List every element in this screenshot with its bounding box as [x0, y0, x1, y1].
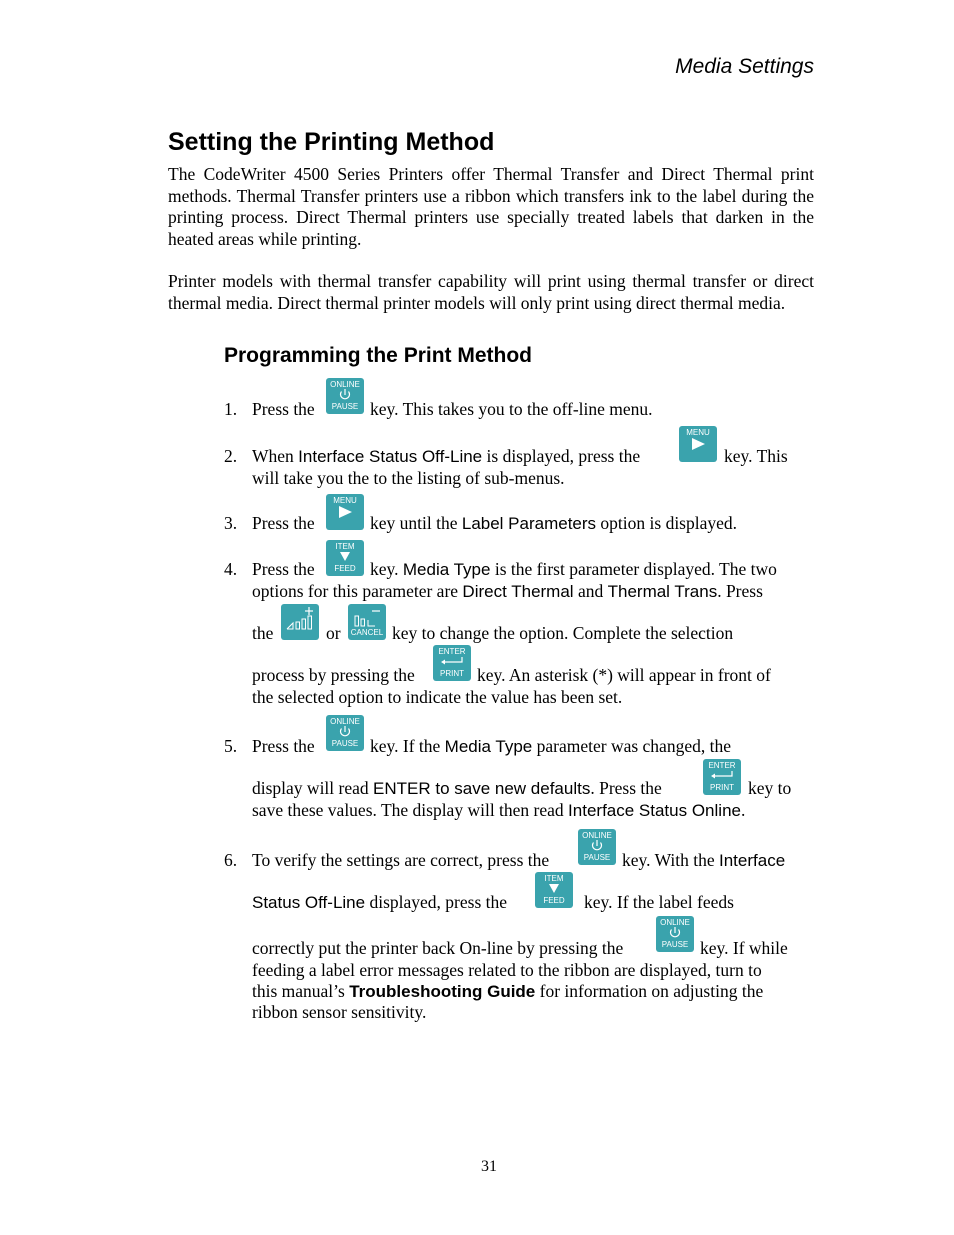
paragraph-intro: The CodeWriter 4500 Series Printers offer Thermal Transfer and Direct Thermal print methods. Thermal Transfer printers use a ribbon which transfers ink to the label during the printing process. Direct Thermal printers use specially treated labels that darken in the heated areas while printing. [168, 164, 814, 249]
key-label: PRINT [440, 669, 464, 678]
step-text: . [740, 800, 746, 820]
step-5-line [252, 778, 662, 799]
step-6-line [252, 892, 507, 913]
step-text: this manual’s [252, 981, 345, 1001]
display-message: ENTER to save new defaults [373, 779, 591, 798]
step-2-text: key. This [724, 446, 788, 466]
display-message: Label Parameters [461, 514, 597, 533]
display-message: Media Type [444, 737, 533, 756]
step-6-text: key. If while [700, 938, 788, 958]
step-6-text: ribbon sensor sensitivity. [252, 1002, 427, 1022]
menu-key-icon [326, 494, 364, 530]
step-text: display will read [252, 778, 369, 798]
step-6-text: To verify the settings are correct, press the [252, 850, 550, 870]
display-message: Media Type [402, 560, 491, 579]
step-4-line [370, 559, 777, 580]
display-message: Thermal Trans [607, 582, 718, 601]
cancel-key-icon [348, 604, 386, 640]
step-text: When [252, 446, 294, 466]
step-text: displayed, press the [369, 892, 508, 912]
step-6-text: feeding a label error messages related to the ribbon are displayed, turn to [252, 960, 762, 980]
step-5-text: Press the [252, 736, 315, 756]
step-4-text: the selected option to indicate the value has been set. [252, 687, 623, 707]
item-feed-key-icon [326, 540, 364, 576]
display-message: Direct Thermal [462, 582, 574, 601]
key-label: PAUSE [583, 853, 611, 862]
plus-key-icon [281, 604, 319, 640]
step-2-line [252, 446, 640, 467]
step-4-text: the [252, 623, 274, 643]
step-4-text: or [326, 623, 341, 643]
key-label: ENTER [438, 647, 466, 656]
key-label: PAUSE [661, 940, 689, 949]
enter-print-key-icon [703, 759, 741, 795]
online-pause-key-icon [326, 378, 364, 414]
step-3-number: 3. [224, 513, 238, 533]
paragraph-models: Printer models with thermal transfer capability will print using thermal transfer or direct thermal media. Direct thermal printer models will only print using direct thermal media. [168, 271, 814, 313]
increase-icon [281, 604, 319, 640]
step-6-line [622, 850, 785, 871]
key-label: MENU [333, 496, 357, 505]
step-4-number: 4. [224, 559, 238, 579]
step-3-line [370, 513, 737, 534]
step-text: is displayed, press the [486, 446, 641, 466]
key-label: ITEM [335, 542, 355, 551]
display-message: Interface [719, 851, 786, 870]
step-text: key until the [370, 513, 458, 533]
key-label: PRINT [710, 783, 734, 792]
step-5-line [370, 736, 731, 757]
page-title: Setting the Printing Method [168, 128, 495, 156]
online-pause-key-icon [326, 715, 364, 751]
online-pause-key-icon [656, 916, 694, 952]
step-6-text: correctly put the printer back On-line by pressing the [252, 938, 624, 958]
key-label: ONLINE [330, 380, 360, 389]
step-5-text: key to [748, 778, 792, 798]
step-3-text: Press the [252, 513, 315, 533]
item-feed-key-icon [535, 872, 573, 908]
step-text: for information on adjusting the [539, 981, 764, 1001]
arrow-right-icon [679, 426, 717, 462]
step-4-text: Press the [252, 559, 315, 579]
step-text: option is displayed. [600, 513, 738, 533]
troubleshooting-guide-reference: Troubleshooting Guide [349, 982, 536, 1001]
online-pause-key-icon [578, 829, 616, 865]
display-message: Status Off-Line [252, 893, 366, 912]
running-header: Media Settings [675, 55, 814, 78]
display-message: Interface Status Online [568, 801, 741, 820]
display-message: Interface Status Off-Line [298, 447, 483, 466]
key-label: ENTER [708, 761, 736, 770]
step-5-number: 5. [224, 736, 238, 756]
step-text: parameter was changed, the [536, 736, 731, 756]
step-6-number: 6. [224, 850, 238, 870]
key-label: ONLINE [660, 918, 690, 927]
step-6-text: key. If the label feeds [584, 892, 734, 912]
menu-key-icon [679, 426, 717, 462]
step-text: and [577, 581, 604, 601]
key-label: ONLINE [582, 831, 612, 840]
key-label: ITEM [544, 874, 564, 883]
step-2-number: 2. [224, 446, 238, 466]
step-4-text: key to change the option. Complete the selection [392, 623, 734, 643]
key-label: PAUSE [331, 402, 359, 411]
key-label: MENU [686, 428, 710, 437]
step-4-line [252, 581, 763, 602]
step-text: key. With the [622, 850, 715, 870]
step-text: is the first parameter displayed. The two [494, 559, 777, 579]
step-text: options for this parameter are [252, 581, 459, 601]
key-label: FEED [334, 564, 356, 573]
key-label: CANCEL [350, 628, 384, 637]
key-label: PAUSE [331, 739, 359, 748]
step-5-line [252, 800, 745, 821]
key-label: ONLINE [330, 717, 360, 726]
arrow-right-icon [326, 494, 364, 530]
step-2-text: will take you the to the listing of sub-menus. [252, 468, 565, 488]
step-text: key. If the [370, 736, 441, 756]
step-text: key. [370, 559, 399, 579]
enter-print-key-icon [433, 645, 471, 681]
step-text: . Press [717, 581, 763, 601]
step-1-number: 1. [224, 399, 238, 419]
step-1-text: key. This takes you to the off-line menu. [370, 399, 653, 419]
section-subtitle: Programming the Print Method [224, 344, 533, 367]
step-text: save these values. The display will then read [252, 800, 564, 820]
page-number: 31 [481, 1158, 497, 1175]
step-6-line [252, 981, 763, 1002]
step-4-text: process by pressing the [252, 665, 415, 685]
step-1-text: Press the [252, 399, 315, 419]
key-label: FEED [543, 896, 565, 905]
step-4-text: key. An asterisk (*) will appear in front of [477, 665, 771, 685]
step-text: . Press the [590, 778, 662, 798]
